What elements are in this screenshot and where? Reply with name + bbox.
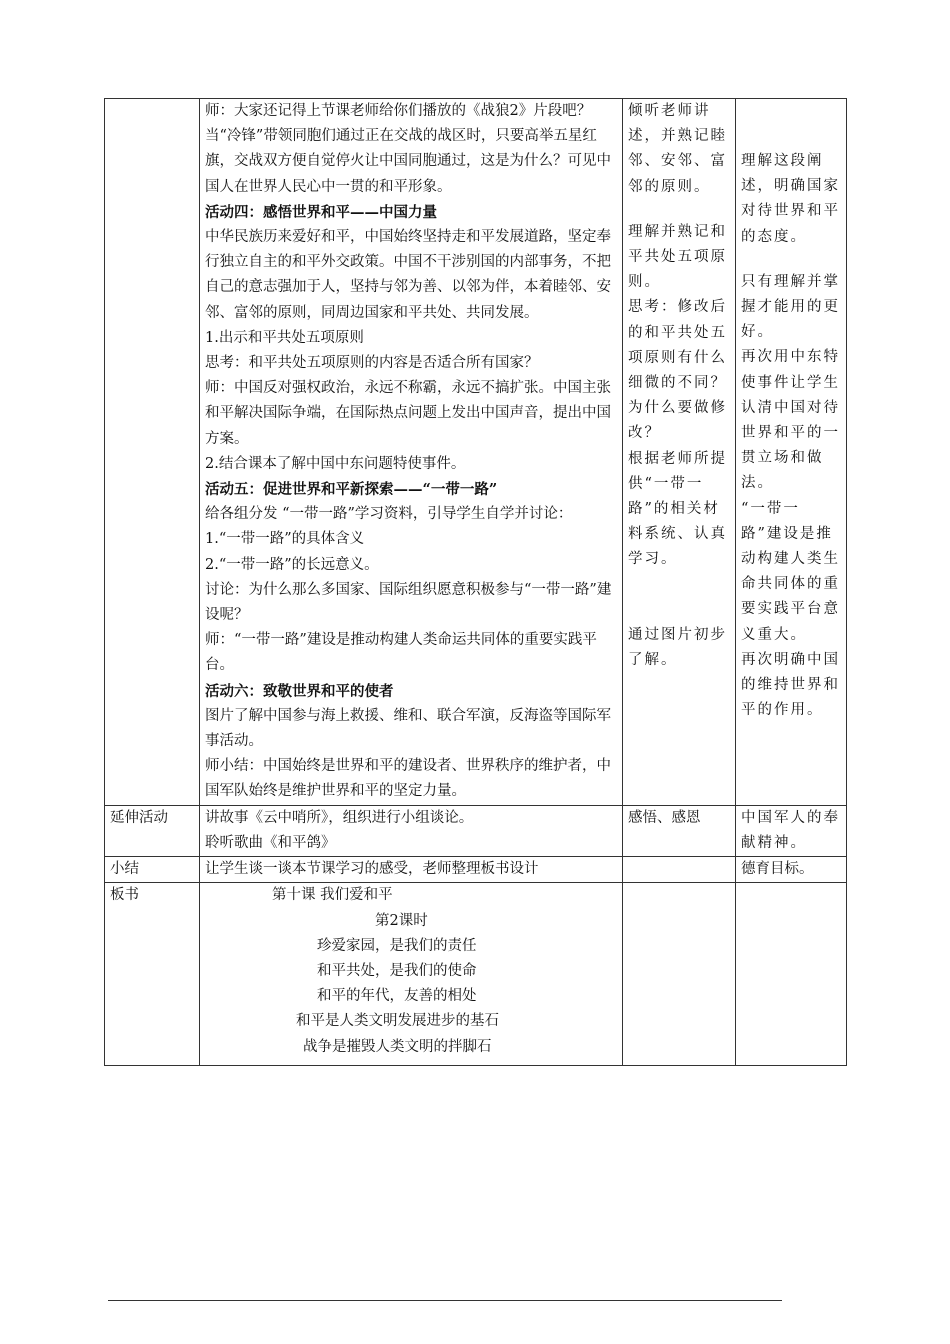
- student-think-text: 思考：修改后的和平共处五项原则有什么细微的不同？为什么要做修改？: [628, 299, 727, 442]
- activity-four-heading: 活动四：感悟世界和平——中国力量: [205, 203, 437, 221]
- extension-label: 延伸活动: [105, 805, 200, 856]
- board-line-responsibility: 珍爱家园，是我们的责任: [317, 937, 477, 954]
- extension-process-cell: [200, 805, 623, 856]
- board-row: [105, 883, 847, 1065]
- step-one-text: 1.出示和平共处五项原则: [205, 329, 364, 346]
- teacher-platform-text: 师：“一带一路”建设是推动构建人类命运共同体的重要实践平台。: [205, 632, 597, 674]
- board-line-obstacle: 战争是摧毁人类文明的拌脚石: [303, 1038, 492, 1055]
- summary-student-cell: [623, 857, 736, 883]
- activity-student-cell: [623, 99, 736, 806]
- teacher-intro-text: 师：大家还记得上节课老师给你们播放的《战狼2》片段吧？当“冷锋”带领同胞们通过正在交战的战区时，只要高举五星红旗，交战双方便自觉停火让中国同胞通过，这是为什么？可见中国人在世界人民心中一贯的和平形象。: [205, 103, 611, 195]
- board-line-mission: 和平共处，是我们的使命: [317, 962, 477, 979]
- board-line-friendly: 和平的年代，友善的相处: [317, 988, 477, 1005]
- intent-role-text: 再次明确中国的维持世界和平的作用。: [741, 651, 840, 719]
- activity-row: [105, 99, 847, 806]
- student-listen-text: 倾听老师讲述，并熟记睦邻、安邻、富邻的原则。: [628, 103, 727, 195]
- activity-five-heading: 活动五：促进世界和平新探索——“一带一路”: [205, 481, 498, 499]
- summary-row: [105, 857, 847, 883]
- footer-divider: [108, 1300, 782, 1301]
- intent-master-text: 只有理解并掌握才能用的更好。: [741, 273, 840, 341]
- think-question-text: 思考：和平共处五项原则的内容是否适合所有国家？: [205, 355, 539, 372]
- activity-four-text: 中华民族历来爱好和平，中国始终坚持走和平发展道路，坚定奉行独立自主的和平外交政策。中国不干涉别国的内部事务，不把自己的意志强加于人，坚持与邻为善、以邻为伴，本着睦邻、安邻、富邻的原则，同周边国家和平共处、共同发展。: [205, 229, 611, 321]
- summary-intent-text: 德育目标。: [736, 857, 847, 883]
- step-two-text: 2.结合课本了解中国中东问题特使事件。: [205, 455, 466, 472]
- activity-intent-cell: [736, 99, 847, 806]
- summary-process-text: 让学生谈一谈本节课学习的感受，老师整理板书设计: [200, 857, 623, 883]
- activity-process-cell: [200, 99, 623, 806]
- board-line-cornerstone: 和平是人类文明发展进步的基石: [296, 1013, 499, 1030]
- intent-envoy-text: 再次用中东特使事件让学生认清中国对待世界和平的一贯立场和做法。: [741, 349, 840, 492]
- board-intent-cell: [736, 883, 847, 1065]
- intent-attitude-text: 理解这段阐述，明确国家对待世界和平的态度。: [741, 153, 840, 245]
- student-memorize-text: 理解并熟记和平共处五项原则。: [628, 223, 727, 291]
- board-period: 第2课时: [375, 912, 428, 929]
- student-picture-text: 通过图片初步了解。: [628, 626, 727, 668]
- belt-road-meaning-text: 1.“一带一路”的具体含义: [205, 531, 365, 548]
- activity-label-cell: [105, 99, 200, 806]
- intent-belt-road-text: “一带一路”建设是推动构建人类生命共同体的重要实践平台意义重大。: [741, 500, 840, 643]
- extension-intent-text: 中国军人的奉献精神。: [736, 805, 847, 856]
- lesson-plan-table: [104, 98, 847, 1066]
- belt-road-significance-text: 2.“一带一路”的长远意义。: [205, 556, 379, 573]
- discussion-text: 讨论：为什么那么多国家、国际组织愿意积极参与“一带一路”建设呢？: [205, 581, 612, 624]
- board-design-cell: [200, 883, 623, 1065]
- extension-student-text: 感悟、感恩: [623, 805, 736, 856]
- teacher-stance-text: 师：中国反对强权政治，永远不称霸，永远不搞扩张。中国主张和平解决国际争端，在国际热点问题上发出中国声音，提出中国方案。: [205, 380, 611, 447]
- student-study-text: 根据老师所提供“一带一路”的相关材料系统、认真学习。: [628, 450, 727, 568]
- board-label: 板书: [105, 883, 200, 1065]
- extension-song-text: 聆听歌曲《和平鸽》: [205, 834, 336, 851]
- teacher-summary-text: 师小结：中国始终是世界和平的建设者、世界秩序的维护者，中国军队始终是维护世界和平的坚定力量。: [205, 758, 611, 800]
- activity-six-heading: 活动六：致敬世界和平的使者: [205, 682, 394, 700]
- board-student-cell: [623, 883, 736, 1065]
- extension-row: [105, 805, 847, 856]
- summary-label: 小结: [105, 857, 200, 883]
- board-lesson-title: 第十课 我们爱和平: [272, 887, 393, 904]
- activity-six-text: 图片了解中国参与海上救援、维和、联合军演，反海盗等国际军事活动。: [205, 707, 611, 750]
- activity-five-text: 给各组分发 “一带一路”学习资料，引导学生自学并讨论：: [205, 506, 573, 523]
- extension-story-text: 讲故事《云中哨所》，组织进行小组谈论。: [205, 809, 474, 826]
